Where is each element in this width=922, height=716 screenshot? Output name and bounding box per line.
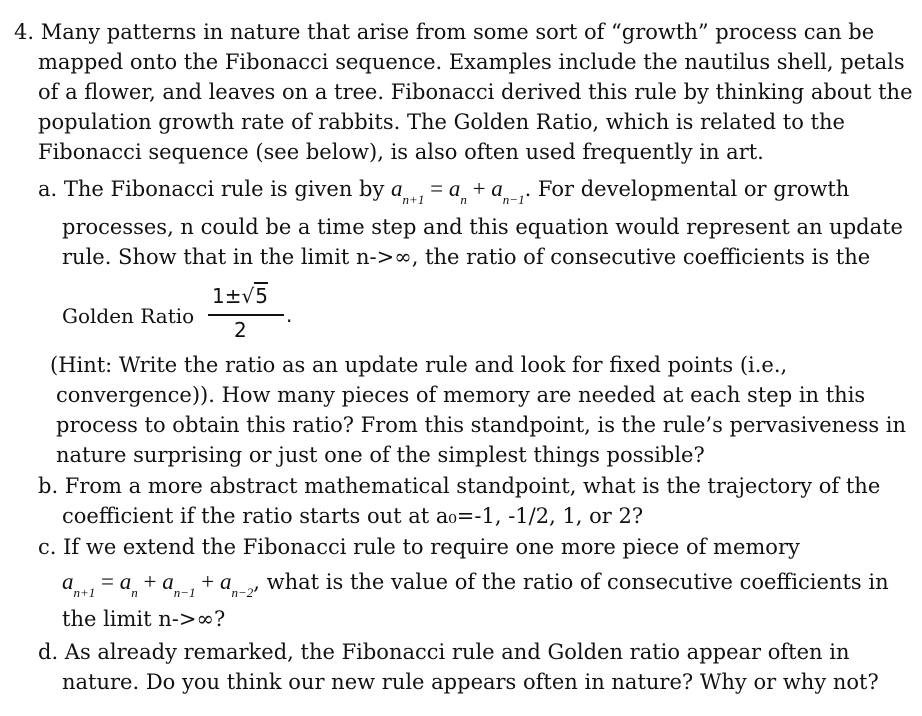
golden-ratio-label: Golden Ratio [62, 304, 195, 328]
part-c-line: the limit n->∞? [62, 607, 226, 631]
fraction-period: . [286, 303, 293, 327]
part-b-line: coefficient if the ratio starts out at a₀=-1, -1/2, 1, or 2? [62, 504, 644, 528]
part-c-line: c. If we extend the Fibonacci rule to require one more piece of memory [38, 535, 800, 559]
fraction-bar [208, 314, 284, 316]
part-a-after-eq: . For developmental or growth [524, 177, 850, 201]
part-a-hint-line: nature surprising or just one of the simplest things possible? [56, 443, 705, 467]
part-b-line: b. From a more abstract mathematical standpoint, what is the trajectory of the [38, 474, 881, 498]
fraction-denominator: 2 [234, 318, 247, 342]
part-a-lead-text: a. The Fibonacci rule is given by [38, 177, 385, 201]
part-d-line: d. As already remarked, the Fibonacci rule and Golden ratio appear often in [38, 640, 850, 664]
golden-ratio-fraction [208, 284, 298, 348]
part-a-hint-line: (Hint: Write the ratio as an update rule and look for fixed points (i.e., [50, 353, 788, 377]
fraction-numerator: 1±√5 [212, 284, 268, 308]
part-c-equation-line [62, 569, 889, 606]
part-a-hint-line: convergence)). How many pieces of memory are needed at each step in this [56, 383, 866, 407]
part-a-line: rule. Show that in the limit n->∞, the ratio of consecutive coefficients is the [62, 245, 871, 269]
part-a-lead [38, 176, 849, 213]
question-intro-line: Fibonacci sequence (see below), is also often used frequently in art. [38, 140, 764, 164]
fibonacci-equation: $a_{n+1} = a_n + a_{n-1}$ [391, 176, 525, 207]
extended-fibonacci-equation: $a_{n+1} = a_n + a_{n-1} + a_{n-2}$ [62, 569, 254, 600]
part-a-hint-line: process to obtain this ratio? From this standpoint, is the rule’s pervasiveness in [56, 413, 907, 437]
question-intro-line: mapped onto the Fibonacci sequence. Examples include the nautilus shell, petals [38, 50, 905, 74]
question-intro-line: 4. Many patterns in nature that arise from some sort of “growth” process can be [14, 20, 875, 44]
part-d-line: nature. Do you think our new rule appears often in nature? Why or why not? [62, 670, 879, 694]
question-intro-line: population growth rate of rabbits. The Golden Ratio, which is related to the [38, 110, 845, 134]
part-a-line: processes, n could be a time step and this equation would represent an update [62, 215, 903, 239]
question-intro-line: of a flower, and leaves on a tree. Fibonacci derived this rule by thinking about the [38, 80, 913, 104]
part-c-after-eq: , what is the value of the ratio of consecutive coefficients in [253, 570, 889, 594]
